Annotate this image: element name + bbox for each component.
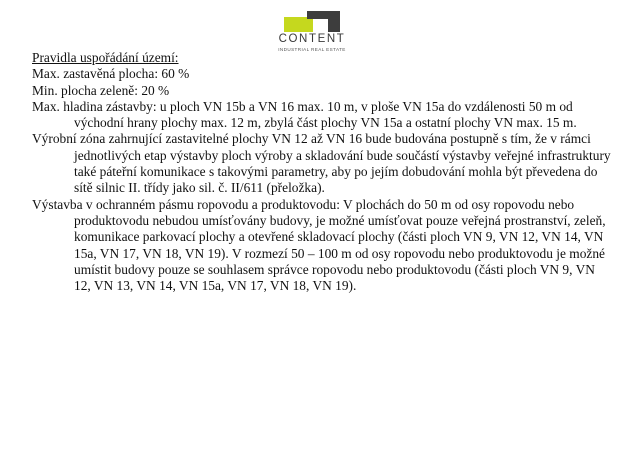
rule-paragraph: Výstavba v ochranném pásmu ropovodu a produktovodu: V plochách do 50 m od osy ropovodu nebo produktovodu nebudou umísťovány budovy, je možné umísťovat pouze veřejná prostranství, zeleň, komunikace parkovací plochy a otevřené skladovací plochy (části ploch VN 9, VN 12, VN 14, VN 15a, VN 17, VN 18, VN 19). V rozmezí 50 – 100 m od osy ropovodu nebo produktovodu je možné umístit budovy pouze se souhlasem správce ropovodu nebo produktovodu (části ploch VN 9, VN 12, VN 13, VN 14, VN 15a, VN 17, VN 18, VN 19).: [32, 196, 606, 294]
rule-paragraph: Min. plocha zeleně: 20 %: [32, 82, 170, 98]
rule-paragraph: Max. zastavěná plocha: 60 %: [32, 66, 190, 82]
logo-wordmark: CONTENT: [278, 33, 346, 45]
logo-dark-side: [328, 11, 340, 32]
rule-paragraph: Max. hladina zástavby: u ploch VN 15b a VN 16 max. 10 m, v ploše VN 15a do vzdálenosti 50 m od východní hrany plochy max. 12 m, zbylá část plochy VN 15a a ostatní plochy VN max. 15 m.: [32, 98, 577, 131]
section-heading: Pravidla uspořádání území:: [32, 50, 179, 65]
document-body: [32, 50, 612, 294]
company-logo: [270, 11, 354, 55]
rule-paragraph: Výrobní zóna zahrnující zastavitelné plochy VN 12 až VN 16 bude budována postupně s tím, že v rámci jednotlivých etap výstavby ploch výroby a skladování bude součástí výstavby veřejné infrastruktury také páteřní komunikace s takovými parametry, aby po jejím dobudování mohla být převedena do sítě silnic II. třídy jako sil. č. II/611 (přeložka).: [32, 131, 611, 196]
logo-tagline: INDUSTRIAL REAL ESTATE: [278, 47, 346, 52]
logo-mark-icon: [284, 11, 340, 32]
logo-green-block: [284, 17, 313, 32]
